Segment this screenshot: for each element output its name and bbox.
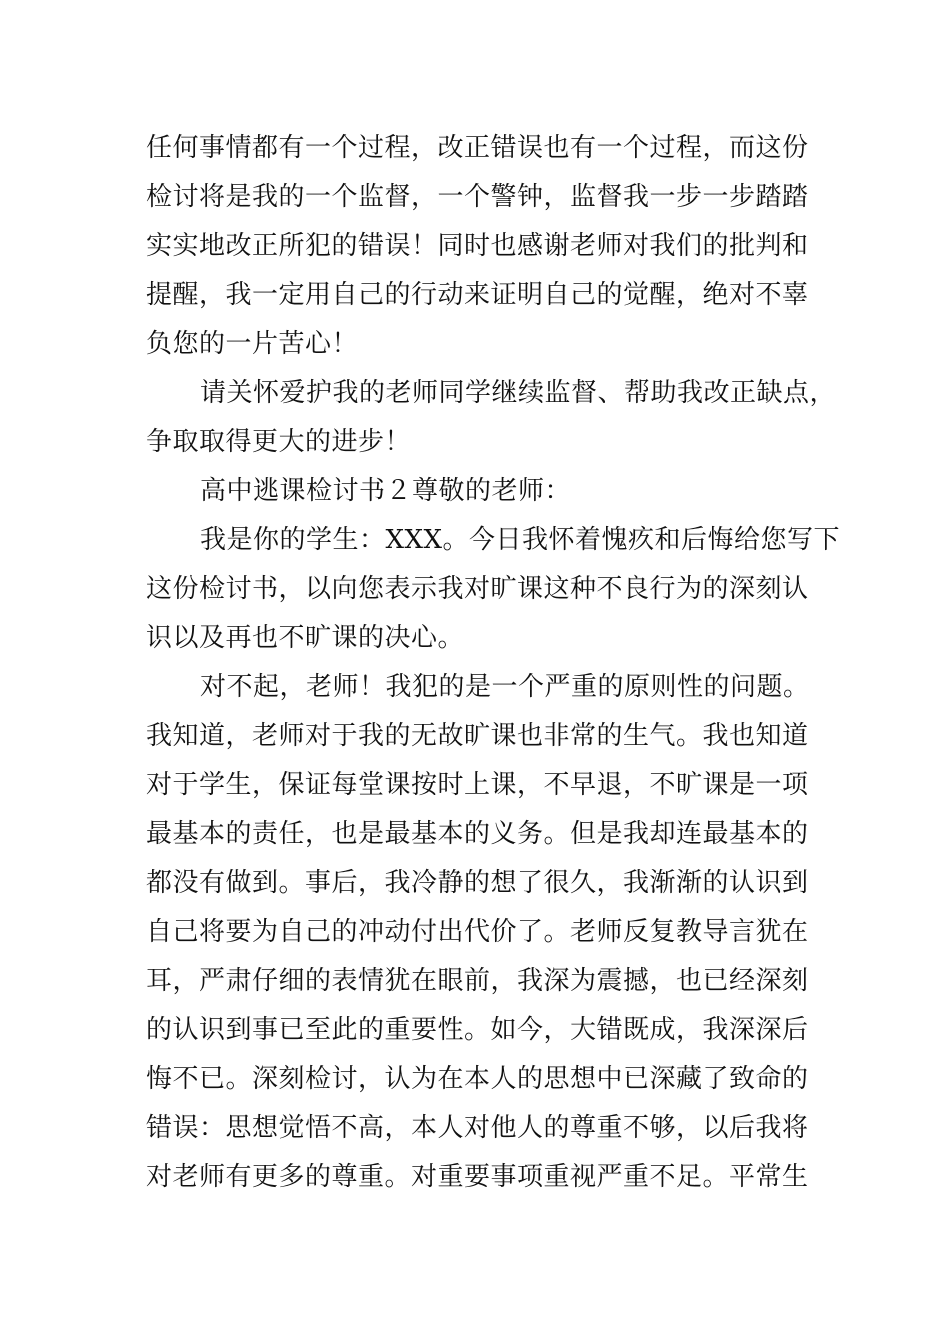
text-line: 最基本的责任，也是最基本的义务。但是我却连最基本的 (146, 819, 809, 849)
section-heading-line: 高中逃课检讨书２尊敬的老师： (200, 476, 572, 506)
text-line: 对于学生，保证每堂课按时上课，不早退，不旷课是一项 (146, 770, 809, 800)
text-line: 争取取得更大的进步！ (146, 427, 412, 457)
text-line: 检讨将是我的一个监督，一个警钟，监督我一步一步踏踏 (146, 182, 809, 212)
text-line: 悔不已。深刻检讨，认为在本人的思想中已深藏了致命的 (146, 1064, 809, 1094)
text-line: 负您的一片苦心！ (146, 329, 359, 359)
text-line: 我知道，老师对于我的无故旷课也非常的生气。我也知道 (146, 721, 809, 751)
text-line: 自己将要为自己的冲动付出代价了。老师反复教导言犹在 (146, 917, 809, 947)
text-line: 识以及再也不旷课的决心。 (146, 623, 465, 653)
paragraph-start-line: 对不起，老师！我犯的是一个严重的原则性的问题。 (200, 672, 810, 702)
text-line: 耳，严肃仔细的表情犹在眼前，我深为震撼，也已经深刻 (146, 966, 809, 996)
text-line: 提醒，我一定用自己的行动来证明自己的觉醒，绝对不辜 (146, 280, 809, 310)
text-line: 错误：思想觉悟不高，本人对他人的尊重不够，以后我将 (146, 1113, 809, 1143)
text-line: 任何事情都有一个过程，改正错误也有一个过程，而这份 (146, 133, 809, 163)
document-body (146, 124, 841, 1202)
text-line: 的认识到事已至此的重要性。如今，大错既成，我深深后 (146, 1015, 809, 1045)
text-line: 实实地改正所犯的错误！同时也感谢老师对我们的批判和 (146, 231, 809, 261)
text-line: 都没有做到。事后，我冷静的想了很久，我渐渐的认识到 (146, 868, 809, 898)
text-line: 对老师有更多的尊重。对重要事项重视严重不足。平常生 (146, 1162, 809, 1192)
paragraph-start-line: 请关怀爱护我的老师同学继续监督、帮助我改正缺点， (200, 378, 837, 408)
paragraph-start-line: 我是你的学生：XXX。今日我怀着愧疚和后悔给您写下 (200, 525, 841, 555)
text-line: 这份检讨书，以向您表示我对旷课这种不良行为的深刻认 (146, 574, 809, 604)
